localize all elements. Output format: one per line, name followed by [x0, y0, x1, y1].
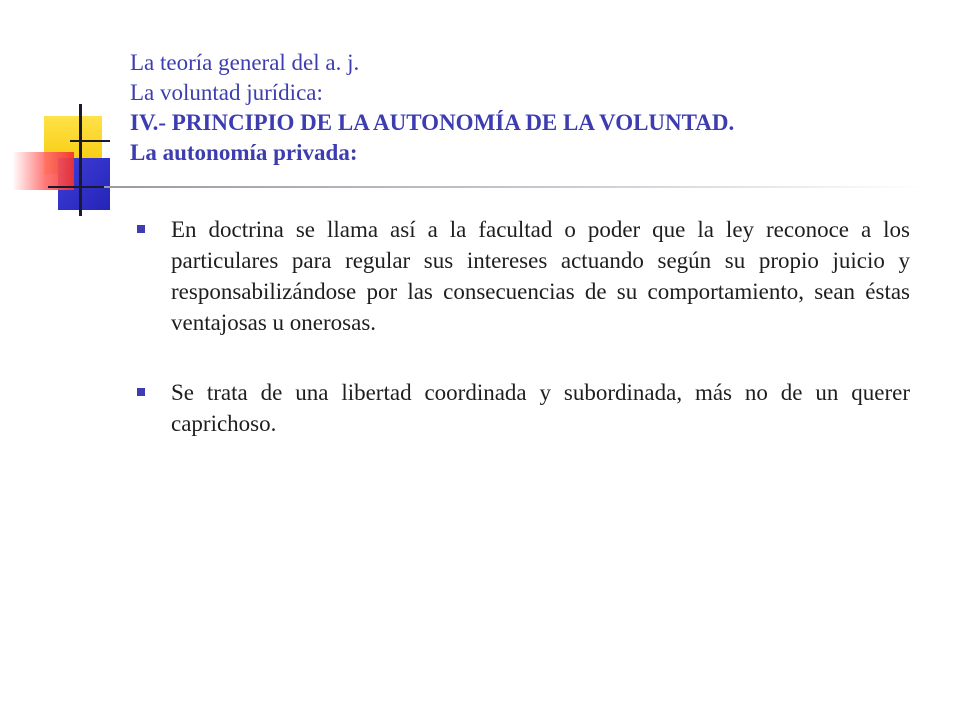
bullet-list [130, 214, 910, 439]
bullet-item [130, 214, 910, 338]
square-bullet-icon [137, 388, 145, 396]
bullet-item [130, 377, 910, 439]
logo-vertical-line [79, 104, 82, 216]
logo-red-square [12, 152, 74, 190]
slide-title [130, 48, 910, 168]
title-line-3: IV.- PRINCIPIO DE LA AUTONOMÍA DE LA VOLUNTAD. [130, 110, 735, 135]
bullet-text: En doctrina se llama así a la facultad o poder que la ley reconoce a los particulares para regular sus intereses actuando según su propio juicio y responsabilizándose por las consecuencias de su comportamiento, sean éstas ventajosas u onerosas. [171, 217, 910, 335]
bullet-text: Se trata de una libertad coordinada y subordinada, más no de un querer caprichoso. [171, 380, 910, 436]
title-divider [104, 186, 924, 188]
square-bullet-icon [137, 225, 145, 233]
logo-top-line [70, 140, 110, 142]
title-line-1: La teoría general del a. j. [130, 50, 360, 75]
title-line-4: La autonomía privada: [130, 140, 358, 165]
title-line-2: La voluntad jurídica: [130, 80, 323, 105]
